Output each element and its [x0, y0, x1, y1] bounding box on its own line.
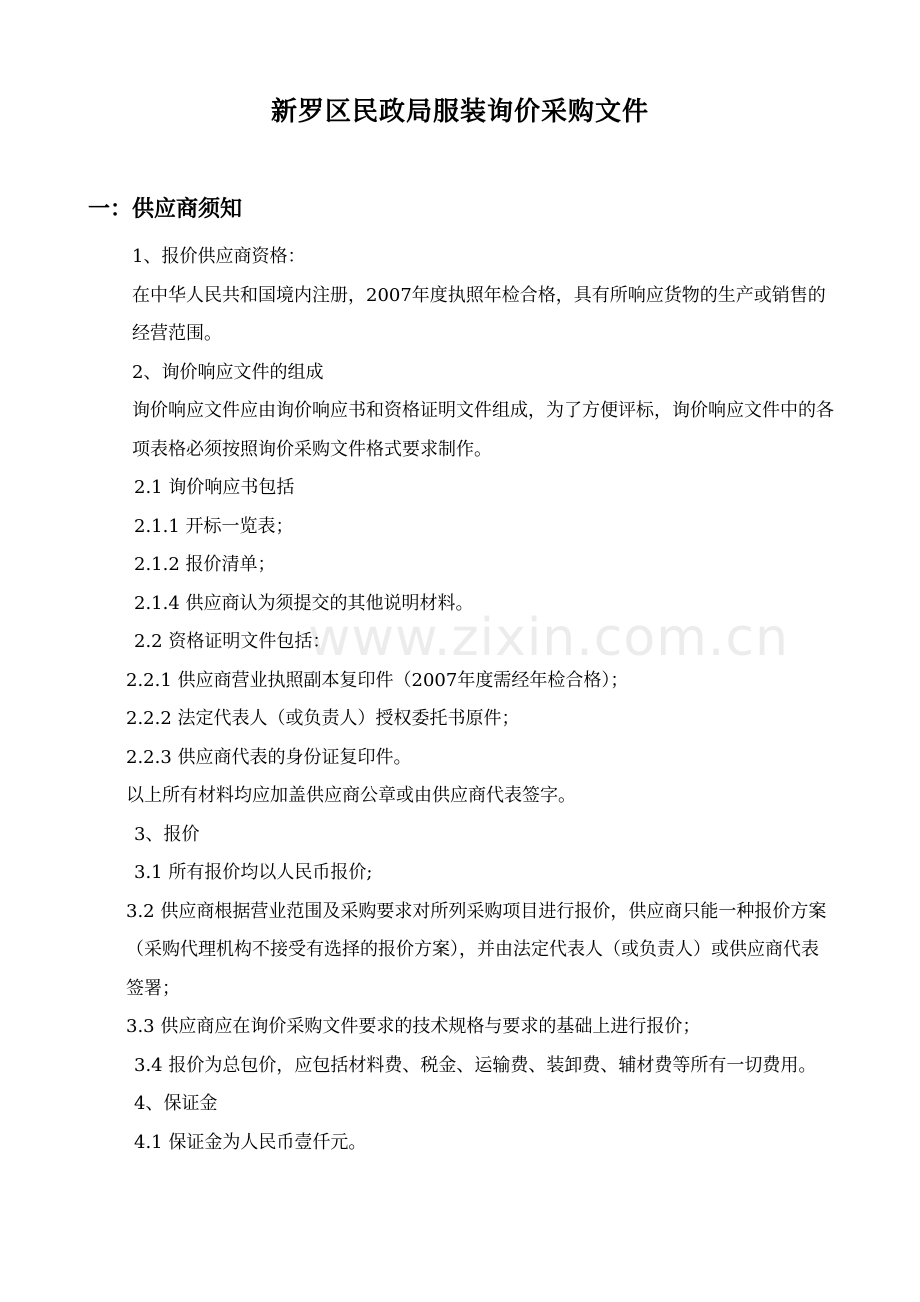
paragraph-composition-heading: 2、询价响应文件的组成: [132, 361, 324, 383]
paragraph-3-4: 3.4 报价为总包价，应包括材料费、税金、运输费、装卸费、辅材费等所有一切费用。: [134, 1054, 817, 1076]
paragraph-2-2: 2.2 资格证明文件包括：: [134, 631, 331, 652]
paragraph-composition-text: 询价响应文件应由询价响应书和资格证明文件组成，为了方便评标，询价响应文件中的各项表格必须按照询价采购文件格式要求制作。: [132, 400, 834, 460]
paragraph-deposit-heading: 4、保证金: [134, 1093, 218, 1114]
paragraph-3-2: 3.2 供应商根据营业范围及采购要求对所列采购项目进行报价，供应商只能一种报价方案（采购代理机构不接受有选择的报价方案），并由法定代表人（或负责人）或供应商代表签署；: [126, 900, 827, 999]
watermark: www.zixin.com.cn: [308, 608, 789, 668]
document-title: 新罗区民政局服装询价采购文件: [270, 97, 649, 127]
paragraph-qualification-text: 在中华人民共和国境内注册，2007年度执照年检合格，具有所响应货物的生产或销售的经营范围。: [132, 284, 826, 344]
paragraph-2-2-3: 2.2.3 供应商代表的身份证复印件。: [126, 746, 412, 768]
document-body: [88, 238, 834, 1162]
paragraph-4-1: 4.1 保证金为人民币壹仟元。: [134, 1131, 367, 1153]
paragraph-3-3: 3.3 供应商应在询价采购文件要求的技术规格与要求的基础上进行报价；: [126, 1016, 701, 1037]
paragraph-2-1: 2.1 询价响应书包括: [134, 477, 295, 498]
paragraph-3-1: 3.1 所有报价均以人民币报价;: [134, 862, 373, 883]
section-heading: 一：供应商须知: [88, 197, 243, 222]
paragraph-2-2-1: 2.2.1 供应商营业执照副本复印件（2007年度需经年检合格）；: [126, 669, 629, 691]
paragraph-qualification-heading: 1、报价供应商资格：: [132, 246, 306, 267]
paragraph-2-1-1: 2.1.1 开标一览表；: [134, 515, 294, 537]
paragraph-seal-note: 以上所有材料均应加盖供应商公章或由供应商代表签字。: [126, 785, 576, 806]
paragraph-2-2-2: 2.2.2 法定代表人（或负责人）授权委托书原件；: [126, 708, 520, 729]
paragraph-2-1-4: 2.1.4 供应商认为须提交的其他说明材料。: [134, 592, 474, 614]
paragraph-quote-heading: 3、报价: [134, 823, 200, 845]
paragraph-2-1-2: 2.1.2 报价清单；: [134, 554, 276, 575]
